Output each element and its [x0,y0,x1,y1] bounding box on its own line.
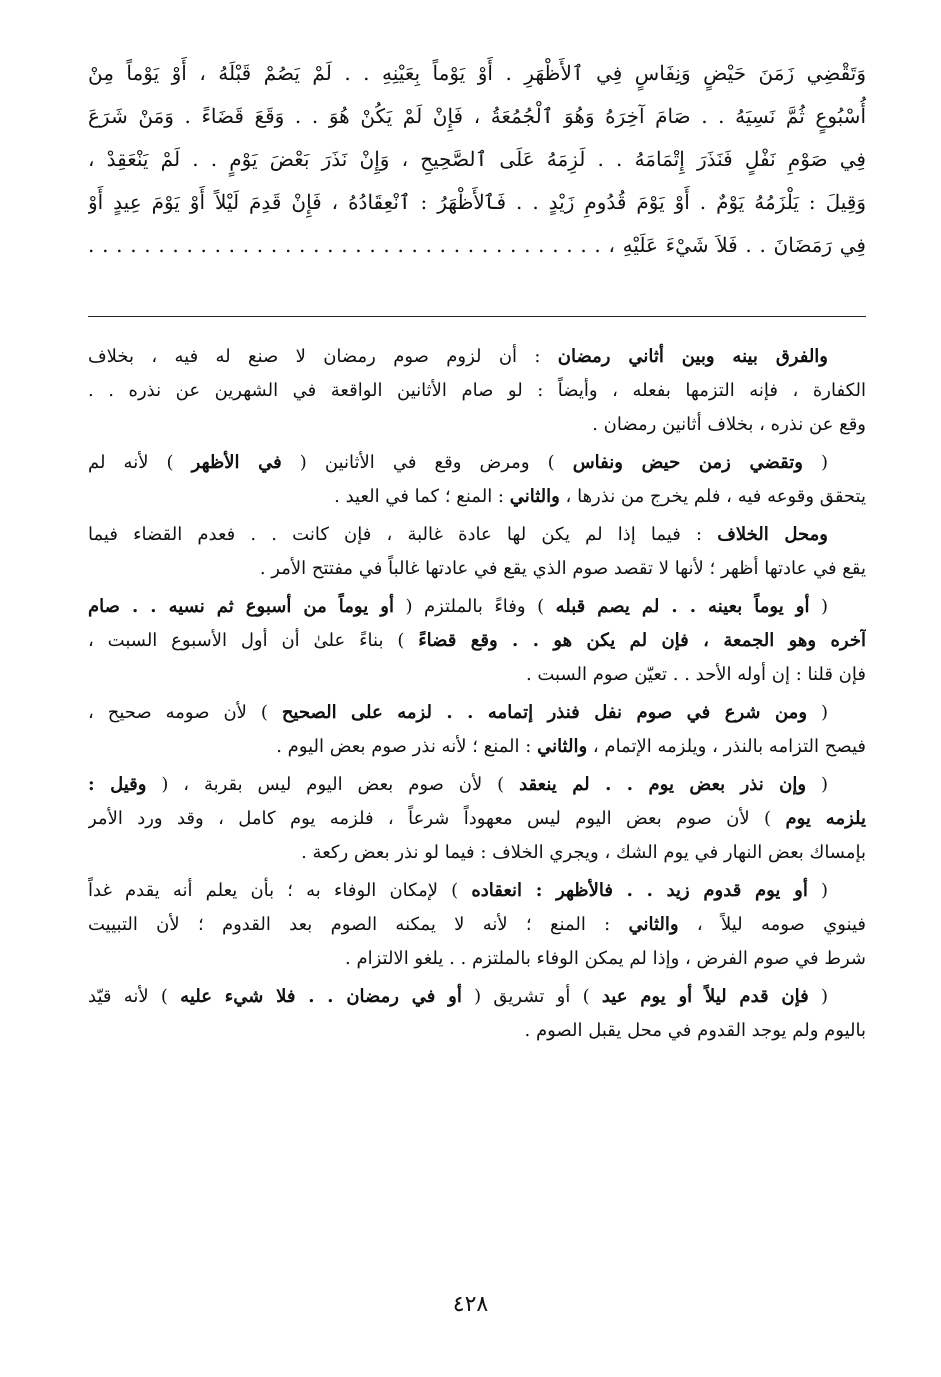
text-run: ( [807,880,828,901]
bold-phrase: والثاني [537,736,588,757]
text-run: ( [807,702,828,723]
text-run: ( [802,452,829,473]
text-run: ) بناءً علىٰ أن أول الأسبوع السبت ، [88,630,419,651]
text-run: : المنع ؛ كما في العيد . [334,486,510,507]
commentary-line [88,980,866,1014]
bold-phrase: أو يوم قدوم زيد . . فالأظهر : انعقاده [471,880,808,901]
bold-phrase: وتقضي زمن حيض ونفاس [572,452,803,473]
commentary-paragraph [88,696,866,764]
page-number: ٤٢٨ [452,1292,489,1317]
commentary-paragraph [88,340,866,442]
main-text-line: وَتَقْضِي زَمَنَ حَيْضٍ وَنِفَاسٍ فِي ٱلأَظْهَرِ . أَوْ يَوْماً بِعَيْنِهِ . . لَمْ يَصُمْ قَبْلَهُ ، أَوْ يَوْماً مِنْ [88,61,866,85]
commentary-paragraph [88,446,866,514]
main-text [88,52,866,267]
commentary-paragraph [88,874,866,976]
text-run: : أن لزوم صوم رمضان لا صنع له فيه ، بخلاف [88,346,558,367]
commentary-paragraph [88,590,866,692]
bold-phrase: والثاني [628,914,679,935]
commentary-paragraph [88,768,866,870]
commentary-line: وقع عن نذره ، بخلاف أثانين رمضان . [592,414,866,435]
commentary-line [88,874,866,908]
bold-phrase: فإن قدم ليلاً أو يوم عيد [601,986,809,1007]
bold-phrase: وإن نذر بعض يوم . . لم ينعقد [519,774,807,795]
commentary-line: الكفارة ، فإنه التزمها بفعله ، وأيضاً : لو صام الأثانين الواقعة في الشهرين عن نذره . . [88,380,866,401]
text-run: ( [809,596,828,617]
bold-phrase: وقيل : [88,774,147,795]
bold-phrase: آخره وهو الجمعة ، فإن لم يكن هو . . وقع قضاءً [418,630,866,651]
main-text-line: فِي رَمَضَانَ . . فَلاَ شَيْءَ عَلَيْهِ ، . . . . . . . . . . . . . . . . . . . . . . . . . . . . . . . . . . . . . [88,233,866,257]
text-run: فينوي صومه ليلاً ، [678,914,866,935]
separator-rule [88,316,866,317]
commentary-line [88,590,866,624]
commentary-line [88,518,866,552]
text-run: ) ومرض وقع في الأثانين ( [281,452,573,473]
main-text-line: فِي صَوْمِ نَفْلٍ فَنَذَرَ إِتْمَامَهُ . . لَزِمَهُ عَلَى ٱلصَّحِيحِ ، وَإِنْ نَذَرَ بَعْضَ يَوْمٍ . . لَمْ يَنْعَقِدْ ، [88,147,866,171]
main-text-line: أُسْبُوعٍ ثُمَّ نَسِيَهُ . . صَامَ آخِرَهُ وَهُوَ ٱلْجُمُعَةُ ، فَإِنْ لَمْ يَكُنْ هُوَ . . وَقَعَ قَضَاءً . وَمَنْ شَرَعَ [88,104,866,128]
bold-phrase: أو يوماً من أسبوع ثم نسيه . . صام [88,596,394,617]
text-run: فيصح التزامه بالنذر ، ويلزمه الإتمام ، [587,736,866,757]
bold-phrase: ومن شرع في صوم نفل فنذر إتمامه . . لزمه على الصحيح [281,702,808,723]
commentary-paragraph [88,518,866,586]
commentary-line [88,802,866,836]
text-run: : المنع ؛ لأنه نذر صوم بعض اليوم . [276,736,538,757]
text-run: ( [808,986,828,1007]
bold-phrase: ومحل الخلاف [717,524,829,545]
commentary-paragraph [88,980,866,1048]
commentary-line: باليوم ولم يوجد القدوم في محل يقبل الصوم . [524,1020,866,1041]
commentary-line [88,730,866,764]
commentary-line [88,340,866,374]
commentary-line [88,768,866,802]
commentary-line [88,446,866,480]
commentary-line [88,908,866,942]
text-run: : المنع ؛ لأنه لا يمكنه الصوم بعد القدوم ؛ لأن التبييت [88,914,629,935]
text-run: ) لأنه قيّد [88,986,181,1007]
bold-phrase: أو في رمضان . . فلا شيء عليه [180,986,462,1007]
commentary-line [88,480,866,514]
text-run: يتحقق وقوعه فيه ، فلم يخرج من نذرها ، [559,486,866,507]
text-run: ) أو تشريق ( [461,986,602,1007]
commentary-line: يقع في عادتها أظهر ؛ لأنها لا تقصد صوم الذي يقع في عادتها غالباً في مفتتح الأمر . [259,558,866,579]
commentary-line: فإن قلنا : إن أوله الأحد . . تعيّن صوم السبت . [525,664,866,685]
text-run: ) لأنه لم [88,452,192,473]
commentary-line: شرط في صوم الفرض ، وإذا لم يمكن الوفاء بالملتزم . . يلغو الالتزام . [345,948,866,969]
text-run: ) لأن صوم بعض اليوم ليس بقربة ، ( [146,774,520,795]
main-text-line: وَقِيلَ : يَلْزَمُهُ يَوْمٌ . أَوْ يَوْمَ قُدُومِ زَيْدٍ . . فَٱلأَظْهَرُ : ٱنْعِقَادُهُ ، فَإِنْ قَدِمَ لَيْلاً أَوْ يَوْمَ عِيدٍ أَوْ [88,190,866,214]
text-run: ) وفاءً بالملتزم ( [393,596,556,617]
text-run: ) لإمكان الوفاء به ؛ بأن يعلم أنه يقدم غداً [88,880,472,901]
text-run: : فيما إذا لم يكن لها عادة غالبة ، فإن كانت . . فعدم القضاء فيما [88,524,718,545]
bold-phrase: أو يوماً بعينه . . لم يصم قبله [555,596,810,617]
bold-phrase: في الأظهر [191,452,282,473]
text-run: ) لأن صومه صحيح ، [88,702,282,723]
commentary-line: بإمساك بعض النهار في يوم الشك ، ويجري الخلاف : فيما لو نذر بعض ركعة . [301,842,866,863]
bold-phrase: والفرق بينه وبين أثاني رمضان [557,346,828,367]
commentary [88,340,866,1052]
bold-phrase: والثاني [509,486,560,507]
commentary-line [88,696,866,730]
bold-phrase: يلزمه يوم [785,808,866,829]
commentary-line [88,624,866,658]
text-run: ( [806,774,828,795]
text-run: ) لأن صوم بعض اليوم ليس معهوداً شرعاً ، فلزمه يوم كامل ، وقد ورد الأمر [88,808,786,829]
